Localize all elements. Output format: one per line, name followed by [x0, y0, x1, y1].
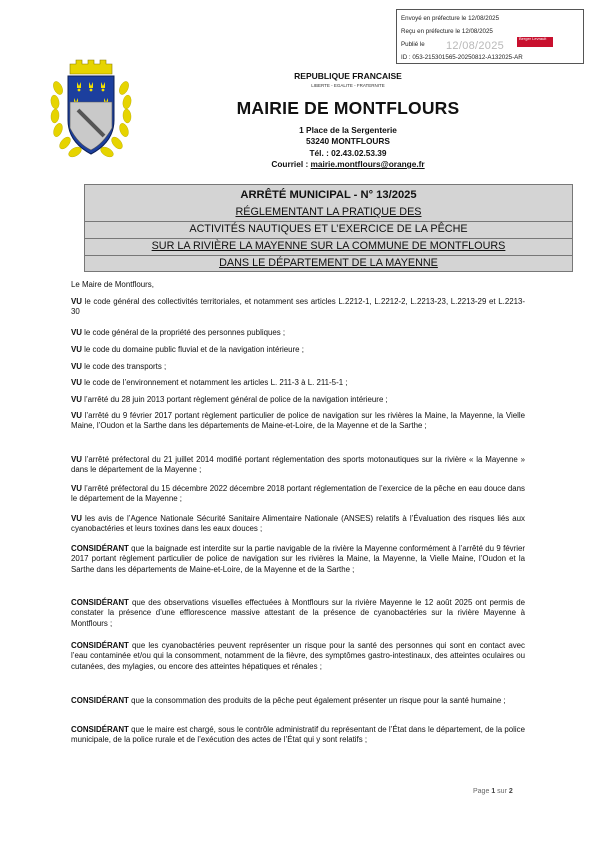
stamp-published: Publié le: [401, 41, 425, 48]
stamp-id: ID : 053-215301565-20250812-A132025-AR: [401, 54, 523, 61]
republic-motto: LIBERTE - EGALITE - FRATERNITE: [311, 83, 385, 88]
republic-heading: REPUBLIQUE FRANCAISE: [294, 71, 402, 81]
stamp-received: Reçu en préfecture le 12/08/2025: [401, 28, 493, 35]
stamp-date: 12/08/2025: [446, 40, 505, 52]
paragraph-vu: VU l’arrêté préfectoral du 15 décembre 2022 décembre 2018 portant réglementation de l’exercice de la pêche en eau douce dans le département de la Mayenne ;: [71, 484, 525, 504]
email-label: Courriel :: [271, 159, 311, 169]
divider: [85, 238, 572, 239]
municipal-crest-logo: [48, 58, 134, 166]
decree-title-box: [84, 184, 573, 272]
paragraph-considerant: CONSIDÉRANT que la consommation des produits de la pêche peut également présenter un risque pour la santé humaine ;: [71, 696, 506, 705]
decree-title-line-5: DANS LE DÉPARTEMENT DE LA MAYENNE: [219, 257, 438, 269]
paragraph-vu: VU le code des transports ;: [71, 362, 167, 371]
decree-title-line-3: ACTIVITÉS NAUTIQUES ET L’EXERCICE DE LA PÊCHE: [189, 223, 468, 235]
paragraph-considerant: CONSIDÉRANT que les cyanobactéries peuvent représenter un risque pour la santé des personnes qui sont en contact avec l’eau contaminée et/ou qui la consomment, notamment de la fièvre, des symptômes gastro-intestinaux, des atteintes oculaires ou cutanées, des mylagies, ou encore des atteintes hépatiques et rénales ;: [71, 641, 525, 671]
address-street: 1 Place de la Sergenterie: [299, 125, 397, 135]
email-line: [200, 159, 496, 169]
paragraph-considerant: CONSIDÉRANT que des observations visuelles effectuées à Montflours sur la rivière Mayenne le 12 août 2025 ont permis de constater la présence d’une efflorescence massive attestant de la présence de cyanobactéries sur la rivière Mayenne à Montflours ;: [71, 598, 525, 628]
decree-number: ARRÊTÉ MUNICIPAL - N° 13/2025: [240, 189, 417, 201]
paragraph-vu: VU l’arrêté préfectoral du 21 juillet 2014 modifié portant réglementation des sports motonautiques sur la rivière « la Mayenne » dans le département de la Mayenne ;: [71, 455, 525, 475]
prefecture-stamp: [396, 9, 584, 64]
address-city: 53240 MONTFLOURS: [306, 136, 390, 146]
divider: [85, 255, 572, 256]
email-link[interactable]: mairie.montflours@orange.fr: [310, 159, 425, 169]
mairie-title: MAIRIE DE MONTFLOURS: [236, 98, 460, 118]
paragraph-vu: VU le code du domaine public fluvial et de la navigation intérieure ;: [71, 345, 304, 354]
paragraph-vu: VU le code général de la propriété des personnes publiques ;: [71, 328, 286, 337]
decree-title-line-4: SUR LA RIVIÈRE LA MAYENNE SUR LA COMMUNE DE MONTFLOURS: [151, 240, 506, 252]
page-number: Page 1 sur 2: [473, 788, 513, 795]
berger-levrault-logo: Berger Levrault: [517, 37, 553, 47]
phone: Tél. : 02.43.02.53.39: [309, 148, 387, 158]
divider: [85, 221, 572, 222]
paragraph-vu: VU le code de l’environnement et notamment les articles L. 211-3 à L. 211-5-1 ;: [71, 378, 348, 387]
paragraph-considerant: CONSIDÉRANT que le maire est chargé, sous le contrôle administratif du représentant de l’État dans le département, de la police municipale, de la police rurale et de l’exécution des actes de l’État qui y sont relatifs ;: [71, 725, 525, 745]
stamp-sent: Envoyé en préfecture le 12/08/2025: [401, 15, 500, 22]
decree-title-line-2: RÉGLEMENTANT LA PRATIQUE DES: [235, 206, 422, 218]
paragraph-vu: VU l’arrêté du 28 juin 2013 portant règlement général de police de la navigation intérieure ;: [71, 395, 388, 404]
intro: Le Maire de Montflours,: [71, 280, 154, 289]
paragraph-considerant: CONSIDÉRANT que la baignade est interdite sur la partie navigable de la rivière la Mayenne conformément à l’arrêté du 9 février 2017 portant règlement particulier de police de navigation sur les rivières la Maine, la Mayenne, la Vielle Maine, l’Oudon et la Sarthe dans les départements de Maine-et-Loire, de la Mayenne et de la Sarthe ;: [71, 544, 525, 574]
paragraph-vu: VU l’arrêté du 9 février 2017 portant règlement particulier de police de navigation sur les rivières la Maine, la Mayenne, la Vielle Maine, l’Oudon et la Sarthe dans les départements de Maine-et-Loire, de la Mayenne et de la Sarthe ;: [71, 411, 525, 431]
paragraph-vu: VU le code général des collectivités territoriales, et notamment ses articles L.2212-1, L.2212-2, L.2213-23, L.2213-29 et L.2213-30: [71, 297, 525, 317]
paragraph-vu: VU les avis de l’Agence Nationale Sécurité Sanitaire Alimentaire Nationale (ANSES) relatifs à l’Évaluation des risques liés aux cyanobactéries et leurs toxines dans les eaux douces ;: [71, 514, 525, 534]
